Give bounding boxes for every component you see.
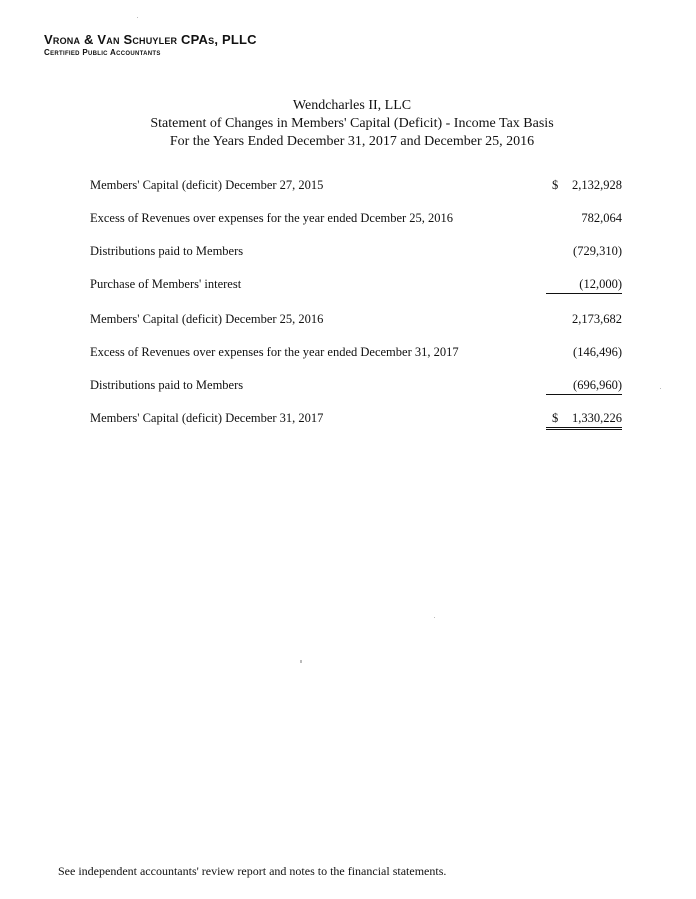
statement-title: Statement of Changes in Members' Capital (Deficit) - Income Tax Basis	[150, 116, 554, 131]
row-amount: (12,000)	[579, 277, 622, 291]
table-row	[0, 178, 696, 196]
row-label: Excess of Revenues over expenses for the year ended December 31, 2017	[90, 345, 459, 359]
row-amount: 2,132,928	[572, 178, 622, 192]
row-amount-cell	[546, 277, 622, 294]
table-row	[0, 244, 696, 262]
company-name: Wendcharles II, LLC	[292, 98, 412, 113]
table-row	[0, 277, 696, 295]
row-label: Distributions paid to Members	[90, 378, 244, 392]
row-amount: 1,330,226	[572, 411, 622, 425]
row-amount-cell	[546, 312, 622, 327]
firm-subtitle: Certified Public Accountants	[44, 48, 161, 57]
table-row	[0, 211, 696, 229]
table-row	[0, 345, 696, 363]
scan-speck	[300, 660, 302, 663]
table-row	[0, 312, 696, 330]
row-label: Distributions paid to Members	[90, 244, 244, 258]
row-amount-cell	[546, 345, 622, 360]
row-amount: 2,173,682	[572, 312, 622, 326]
row-amount: (696,960)	[573, 378, 622, 392]
row-label: Members' Capital (deficit) December 31, 2017	[90, 411, 324, 425]
statement-period: For the Years Ended December 31, 2017 and December 25, 2016	[169, 134, 535, 149]
scan-speck	[660, 388, 661, 389]
row-amount: (729,310)	[573, 244, 622, 258]
row-amount-cell	[546, 411, 622, 430]
table-row	[0, 378, 696, 396]
row-amount-cell	[546, 244, 622, 259]
row-amount-cell	[546, 211, 622, 226]
row-amount-cell	[546, 178, 622, 193]
row-label: Excess of Revenues over expenses for the year ended Dcember 25, 2016	[90, 211, 454, 225]
currency-sign: $	[552, 178, 559, 192]
row-label: Members' Capital (deficit) December 27, 2015	[90, 178, 324, 192]
scan-speck	[137, 17, 138, 18]
footer-note: See independent accountants' review report and notes to the financial statements.	[58, 864, 447, 878]
row-amount: 782,064	[581, 211, 622, 225]
table-row	[0, 411, 696, 429]
scan-speck	[434, 617, 435, 618]
row-amount: (146,496)	[573, 345, 622, 359]
currency-sign: $	[552, 411, 559, 425]
firm-name: Vrona & Van Schuyler CPAs, PLLC	[44, 32, 257, 47]
row-label: Members' Capital (deficit) December 25, 2016	[90, 312, 324, 326]
row-amount-cell	[546, 378, 622, 395]
firm-letterhead	[44, 32, 257, 57]
statement-heading	[0, 97, 696, 151]
row-label: Purchase of Members' interest	[90, 277, 242, 291]
